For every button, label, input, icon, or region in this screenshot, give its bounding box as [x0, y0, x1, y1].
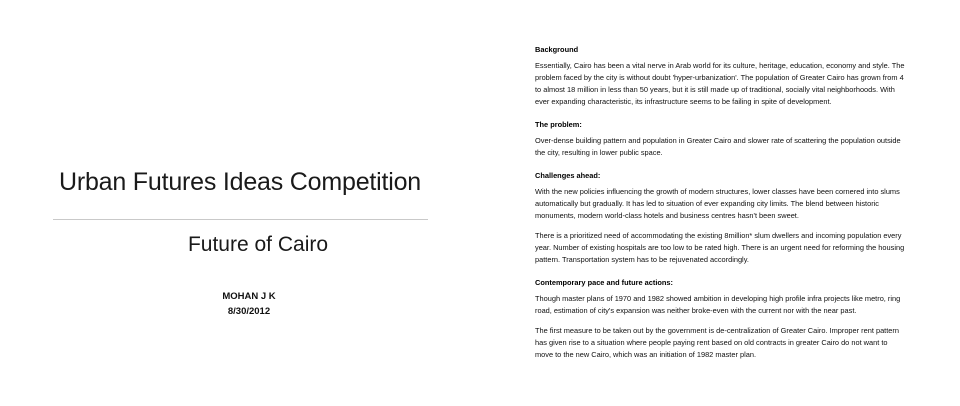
paragraph: With the new policies influencing the growth of modern structures, lower classes have been cornered into slums automatically but gradually. It has led to situation of ever expanding city limits. The blend between historic monuments, modern world-class hotels and business centres hasn't been sweet.	[535, 186, 900, 220]
author-name: MOHAN J K	[222, 290, 276, 302]
paragraph: There is a prioritized need of accommodating the existing 8million* slum dwellers and incoming population every year. Number of existing hospitals are too low to be rated high. There is an urgent need for reforming the housing pattern. Transportation system has to be rejuvenated accordingly.	[535, 230, 905, 264]
content-page	[480, 0, 960, 406]
section-background	[535, 44, 907, 108]
section-heading: Contemporary pace and future actions:	[535, 277, 673, 287]
section-the-problem	[535, 119, 907, 159]
section-challenges-ahead	[535, 170, 907, 266]
paragraph: The first measure to be taken out by the government is de-centralization of Greater Cairo. Improper rent pattern has given rise to a situation where people paying rent based on old contracts in greater Cairo do not want to move to the new Cairo, which was an initiation of 1982 master plan.	[535, 325, 899, 359]
author-block	[0, 289, 480, 320]
document-date: 8/30/2012	[227, 306, 271, 318]
document-body	[535, 44, 907, 361]
section-heading: The problem:	[535, 119, 582, 129]
paragraph: Over-dense building pattern and population in Greater Cairo and slower rate of scattering the population outside the city, resulting in lower public space.	[535, 135, 901, 157]
section-heading: Background	[535, 45, 579, 54]
section-contemporary-pace	[535, 277, 907, 361]
paragraph: Essentially, Cairo has been a vital nerve in Arab world for its culture, heritage, education, economy and style. The problem faced by the city is without doubt 'hyper-urbanization'. The population of Greater Cairo has grown from 4 to almost 18 million in less than 50 years, but it is still made up of traditional, socially vital neighborhoods. With ever expanding characteristic, its infrastructure seems to be failing in spite of development.	[535, 60, 905, 106]
page-subtitle: Future of Cairo	[187, 232, 329, 256]
cover-title-block	[0, 168, 480, 320]
paragraph: Though master plans of 1970 and 1982 showed ambition in developing high profile infra projects like metro, ring road, estimation of city's expansion was neither broke-even with the current nor with the near past.	[535, 293, 901, 315]
title-divider	[53, 219, 428, 220]
page-title: Urban Futures Ideas Competition	[58, 168, 422, 196]
section-heading: Challenges ahead:	[535, 170, 601, 180]
